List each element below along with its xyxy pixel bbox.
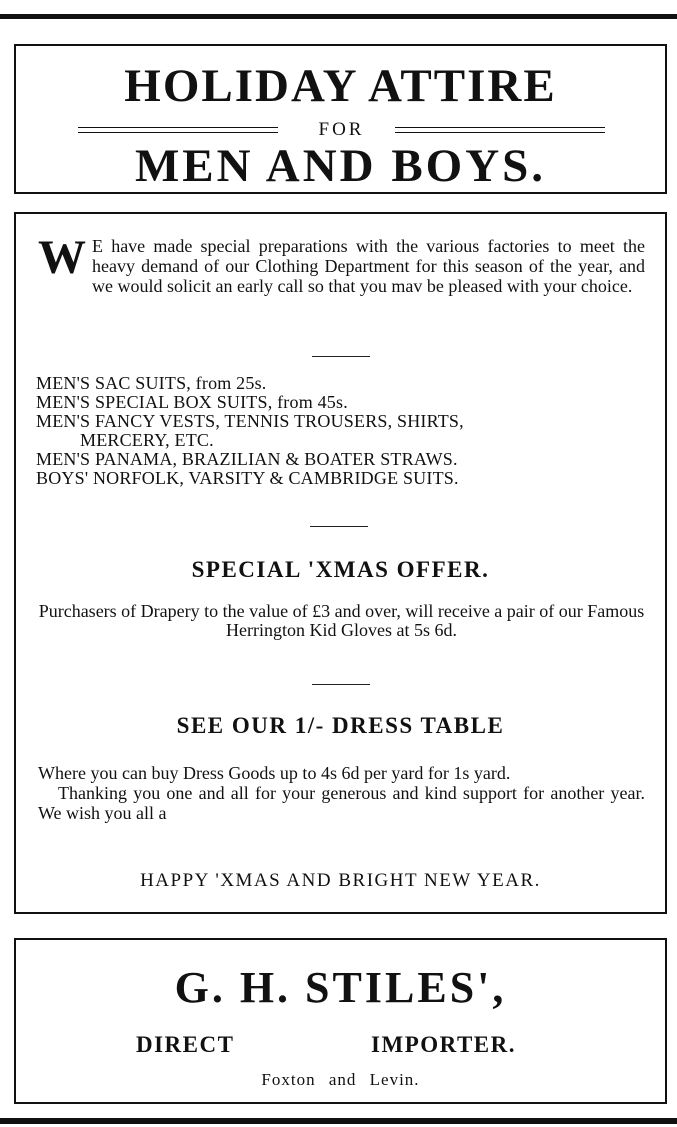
thanks-text: Thanking you one and all for your generous and kind support for another year. We wish you all a	[38, 783, 645, 823]
xmas-offer-text: Purchasers of Drapery to the value of £3 and over, will receive a pair of our Famous Herrington Kid Gloves at 5s 6d.	[38, 601, 645, 640]
list-item: MERCERY, ETC.	[80, 430, 214, 450]
section-rule	[312, 356, 370, 357]
list-item: MEN'S FANCY VESTS, TENNIS TROUSERS, SHIRTS,	[36, 411, 464, 431]
list-item: MEN'S SAC SUITS, from 25s.	[36, 373, 267, 393]
list-item: MEN'S PANAMA, BRAZILIAN & BOATER STRAWS.	[36, 449, 458, 469]
headline-men-and-boys: MEN AND BOYS.	[134, 140, 547, 192]
xmas-offer-title: SPECIAL 'XMAS OFFER.	[191, 557, 490, 582]
double-rule-right	[395, 127, 605, 133]
section-rule	[310, 526, 368, 527]
top-rule	[0, 14, 677, 19]
for-label: FOR	[318, 119, 365, 140]
intro-text: E have made special preparations with the various factories to meet the heavy demand of our Clothing Department for this season of the year, and we would solicit an early call so that you mav be pleased with your choice.	[92, 236, 645, 296]
header-box	[14, 44, 667, 194]
headline-holiday-attire: HOLIDAY ATTIRE	[124, 60, 557, 112]
season-greeting: HAPPY 'XMAS AND BRIGHT NEW YEAR.	[140, 870, 541, 891]
merchant-name: G. H. STILES',	[174, 963, 507, 1012]
for-divider	[78, 120, 605, 140]
drop-cap: W	[38, 231, 86, 284]
importer-label: IMPORTER.	[371, 1032, 516, 1057]
merchant-title-row	[136, 1032, 516, 1058]
clothing-list	[36, 374, 650, 488]
direct-label: DIRECT	[136, 1032, 235, 1057]
intro-paragraph	[38, 231, 645, 296]
bottom-rule	[0, 1118, 677, 1124]
body-box	[14, 212, 667, 914]
merchant-location: Foxton and Levin.	[261, 1070, 420, 1089]
dress-table-text	[38, 763, 645, 823]
list-item: BOYS' NORFOLK, VARSITY & CAMBRIDGE SUITS.	[36, 468, 459, 488]
dress-table-title: SEE OUR 1/- DRESS TABLE	[176, 713, 505, 738]
dress-goods-text: Where you can buy Dress Goods up to 4s 6d per yard for 1s yard.	[38, 763, 511, 783]
footer-box	[14, 938, 667, 1104]
list-item: MEN'S SPECIAL BOX SUITS, from 45s.	[36, 392, 348, 412]
section-rule	[312, 684, 370, 685]
